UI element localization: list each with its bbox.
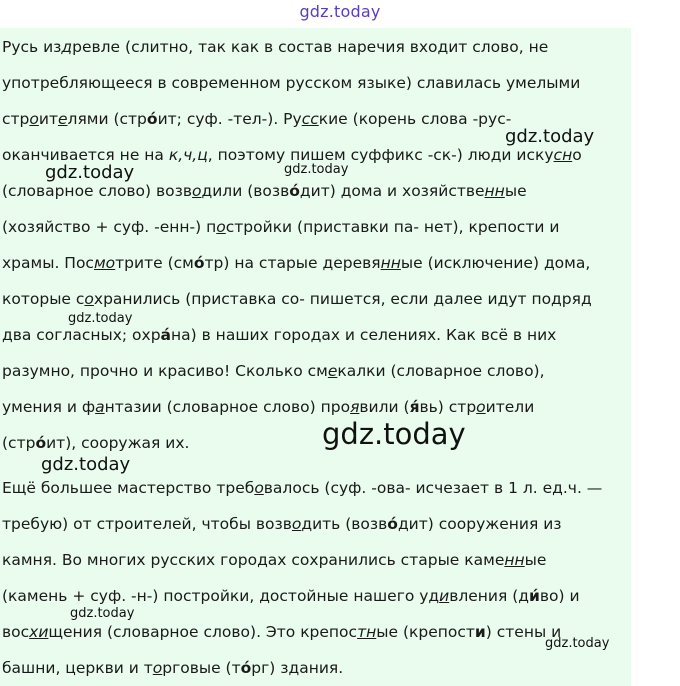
text-segment: вления (д xyxy=(449,587,530,605)
text-segment: (камень + суф. -н-) постройки, достойные нашего уд xyxy=(2,587,440,605)
text-segment: тр) на старые деревя xyxy=(204,254,381,272)
text-segment: ые (исключение) дома, xyxy=(400,254,591,272)
highlighted-letters: о xyxy=(476,398,486,416)
text-segment: Русь из xyxy=(2,38,62,56)
text-segment: рг) здания. xyxy=(251,659,344,677)
text-segment: дит) дома и хозяйстве xyxy=(299,182,485,200)
text-segment: трите (см xyxy=(115,254,194,272)
highlighted-letters: тн xyxy=(357,623,377,641)
text-segment: ители xyxy=(485,398,535,416)
text-segment: умения и ф xyxy=(2,398,96,416)
text-segment: ые xyxy=(504,182,527,200)
watermark: gdz.today xyxy=(545,636,610,651)
text-segment: два согласных; охр xyxy=(2,326,161,344)
text-segment: о xyxy=(572,146,582,164)
highlighted-letters: о xyxy=(254,479,264,497)
highlighted-letters: о xyxy=(152,659,163,677)
highlighted-letters: я xyxy=(350,398,360,416)
text-line xyxy=(2,209,628,245)
text-segment: ые (крепост xyxy=(376,623,475,641)
text-segment: , поэтому пишем суффикс -ск-) люди иску xyxy=(207,146,554,164)
text-segment: щения (словарное слово). Это крепос xyxy=(48,623,358,641)
highlighted-letters: нн xyxy=(484,182,505,200)
watermark: gdz.today xyxy=(322,417,466,451)
text-segment: храмы. Пос xyxy=(2,254,94,272)
text-segment: стр xyxy=(2,110,30,128)
text-segment: камня. Во многих русских городах сохранились старые каме xyxy=(2,551,505,569)
text-line xyxy=(2,542,628,578)
text-line xyxy=(2,65,628,101)
text-segment: башни, церкви и т xyxy=(2,659,153,677)
highlighted-letters: а xyxy=(95,398,105,416)
highlighted-letters: о xyxy=(29,110,39,128)
text-segment: вили ( xyxy=(359,398,410,416)
site-header xyxy=(0,0,680,28)
highlighted-letters: о xyxy=(192,182,202,200)
text-line xyxy=(2,470,628,506)
text-line xyxy=(2,506,628,542)
stressed-letter: о́ xyxy=(289,182,300,200)
highlighted-letters: хи xyxy=(29,623,49,641)
highlighted-letters: о xyxy=(84,290,94,308)
highlighted-letters: нн xyxy=(504,551,525,569)
stressed-letter: о́ xyxy=(193,254,205,272)
highlighted-letters: о xyxy=(216,218,226,236)
watermark: gdz.today xyxy=(68,311,133,326)
text-segment: дить (возв xyxy=(301,515,388,533)
watermark: gdz.today xyxy=(45,162,135,183)
text-segment: требую) от строителей, чтобы возв xyxy=(2,515,292,533)
text-segment: калки (словарное слово), xyxy=(337,362,545,380)
paragraph-1 xyxy=(2,29,628,461)
text-segment: лями (стр xyxy=(67,110,147,128)
watermark: gdz.today xyxy=(284,162,349,177)
stressed-letter: о́ xyxy=(35,434,47,452)
text-segment: валось (суф. -ова- исчезает в 1 л. ед.ч. — xyxy=(263,479,603,497)
watermark: gdz.today xyxy=(505,126,595,147)
highlighted-letters: и xyxy=(439,587,450,605)
text-segment: (хозяйство + суф. -енн-) п xyxy=(2,218,217,236)
stressed-letter: а́ xyxy=(160,326,172,344)
text-segment: вь) стр xyxy=(419,398,477,416)
text-segment: ит xyxy=(38,110,58,128)
text-segment: на) в наших городах и селениях. Как всё в них xyxy=(171,326,557,344)
highlighted-letters: о xyxy=(291,515,302,533)
text-segment: разумно, прочно и красиво! Сколько см xyxy=(2,362,328,380)
text-segment: нтазии (словарное слово) про xyxy=(104,398,351,416)
highlighted-letters: е xyxy=(327,362,338,380)
text-segment: к,ч,ц xyxy=(168,146,208,164)
watermark: gdz.today xyxy=(70,606,135,621)
text-segment: (стр xyxy=(2,434,36,452)
text-segment: хранились (приставка со- пишется, если далее идут подряд xyxy=(93,290,592,308)
watermark: gdz.today xyxy=(41,454,131,475)
text-segment: рговые (т xyxy=(162,659,241,677)
text-segment: ревле (слитно, так как в состав наречия входит слово, не xyxy=(72,38,549,56)
text-line xyxy=(2,353,628,389)
text-line xyxy=(2,245,628,281)
highlighted-letters: е xyxy=(57,110,68,128)
text-line xyxy=(2,650,628,686)
paragraph-2 xyxy=(2,470,628,686)
stressed-letter: я́ xyxy=(409,398,420,416)
highlighted-letters: мо xyxy=(93,254,116,272)
text-segment: ит), сооружая их. xyxy=(46,434,190,452)
text-segment: дили (возв xyxy=(201,182,290,200)
stressed-letter: и́ xyxy=(529,587,540,605)
text-segment: стройки (приставки па- нет), крепости и xyxy=(225,218,560,236)
text-segment: вос xyxy=(2,623,30,641)
text-segment: ит; суф. -тел-). Ру xyxy=(157,110,302,128)
stressed-letter: о́ xyxy=(240,659,252,677)
text-segment: оканчивается не на xyxy=(2,146,169,164)
text-segment: (словарное слово) возв xyxy=(2,182,193,200)
text-segment: ) стены и xyxy=(485,623,562,641)
stressed-letter: о́ xyxy=(387,515,398,533)
highlighted-letters: нн xyxy=(380,254,401,272)
header-watermark: gdz.today xyxy=(299,2,381,21)
text-line xyxy=(2,29,628,65)
text-segment: употребляющееся в современном русском языке) славилась умелыми xyxy=(2,74,581,92)
text-line xyxy=(2,389,628,425)
text-segment: кие (корень слова -рус- xyxy=(318,110,512,128)
text-segment: которые с xyxy=(2,290,85,308)
text-segment: дит) сооружения из xyxy=(397,515,562,533)
highlighted-letters: сн xyxy=(553,146,573,164)
stressed-letter: и xyxy=(474,623,486,641)
text-segment: Ещё большее мастерство треб xyxy=(2,479,255,497)
text-segment: во) и xyxy=(539,587,580,605)
stressed-letter: о́ xyxy=(146,110,158,128)
text-segment: ые xyxy=(524,551,547,569)
highlighted-letters: сс xyxy=(301,110,319,128)
highlighted-letters: д xyxy=(61,38,73,56)
